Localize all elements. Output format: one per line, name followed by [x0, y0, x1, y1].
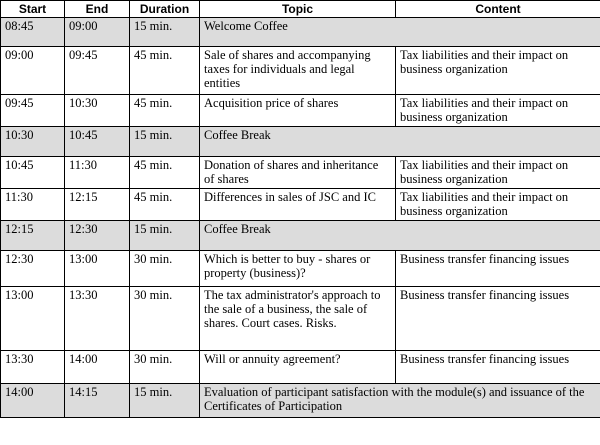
content-cell: Tax liabilities and their impact on business organization [396, 47, 600, 95]
table-row [1, 47, 600, 95]
start-cell: 09:00 [1, 47, 65, 95]
duration-cell: 15 min. [130, 18, 200, 47]
topic-cell: Coffee Break [200, 221, 600, 251]
start-cell: 08:45 [1, 18, 65, 47]
end-cell: 14:15 [65, 384, 130, 418]
duration-cell: 45 min. [130, 95, 200, 127]
header-end: End [65, 1, 130, 18]
content-cell: Tax liabilities and their impact on business organization [396, 95, 600, 127]
duration-cell: 30 min. [130, 351, 200, 384]
topic-cell: Differences in sales of JSC and IC [200, 189, 396, 221]
end-cell: 13:00 [65, 251, 130, 287]
header-topic: Topic [200, 1, 396, 18]
end-cell: 10:30 [65, 95, 130, 127]
end-cell: 12:30 [65, 221, 130, 251]
topic-cell: Coffee Break [200, 127, 600, 157]
header-start: Start [1, 1, 65, 18]
end-cell: 10:45 [65, 127, 130, 157]
start-cell: 12:30 [1, 251, 65, 287]
table-row [1, 95, 600, 127]
topic-cell: Acquisition price of shares [200, 95, 396, 127]
table-row [1, 384, 600, 418]
start-cell: 09:45 [1, 95, 65, 127]
content-cell: Business transfer financing issues [396, 351, 600, 384]
end-cell: 13:30 [65, 287, 130, 351]
duration-cell: 30 min. [130, 251, 200, 287]
table-row [1, 221, 600, 251]
duration-cell: 15 min. [130, 221, 200, 251]
header-content: Content [396, 1, 600, 18]
topic-cell: Welcome Coffee [200, 18, 600, 47]
start-cell: 11:30 [1, 189, 65, 221]
header-row [1, 1, 600, 18]
topic-cell: Donation of shares and inheritance of shares [200, 157, 396, 189]
end-cell: 14:00 [65, 351, 130, 384]
table-row [1, 127, 600, 157]
end-cell: 12:15 [65, 189, 130, 221]
start-cell: 10:45 [1, 157, 65, 189]
table-row [1, 157, 600, 189]
table-row [1, 251, 600, 287]
start-cell: 10:30 [1, 127, 65, 157]
table-row [1, 351, 600, 384]
end-cell: 09:45 [65, 47, 130, 95]
duration-cell: 15 min. [130, 384, 200, 418]
start-cell: 13:30 [1, 351, 65, 384]
start-cell: 13:00 [1, 287, 65, 351]
start-cell: 12:15 [1, 221, 65, 251]
duration-cell: 15 min. [130, 127, 200, 157]
topic-cell: The tax administrator's approach to the sale of a business, the sale of shares. Court cases. Risks. [200, 287, 396, 351]
duration-cell: 45 min. [130, 47, 200, 95]
start-cell: 14:00 [1, 384, 65, 418]
topic-cell: Which is better to buy - shares or property (business)? [200, 251, 396, 287]
duration-cell: 45 min. [130, 157, 200, 189]
duration-cell: 30 min. [130, 287, 200, 351]
content-cell: Business transfer financing issues [396, 287, 600, 351]
topic-cell: Will or annuity agreement? [200, 351, 396, 384]
table-row [1, 287, 600, 351]
content-cell: Tax liabilities and their impact on business organization [396, 157, 600, 189]
end-cell: 09:00 [65, 18, 130, 47]
topic-cell: Evaluation of participant satisfaction with the module(s) and issuance of the Certificates of Participation [200, 384, 600, 418]
table-row [1, 189, 600, 221]
topic-cell: Sale of shares and accompanying taxes for individuals and legal entities [200, 47, 396, 95]
content-cell: Business transfer financing issues [396, 251, 600, 287]
duration-cell: 45 min. [130, 189, 200, 221]
content-cell: Tax liabilities and their impact on business organization [396, 189, 600, 221]
table-row [1, 18, 600, 47]
header-duration: Duration [130, 1, 200, 18]
end-cell: 11:30 [65, 157, 130, 189]
